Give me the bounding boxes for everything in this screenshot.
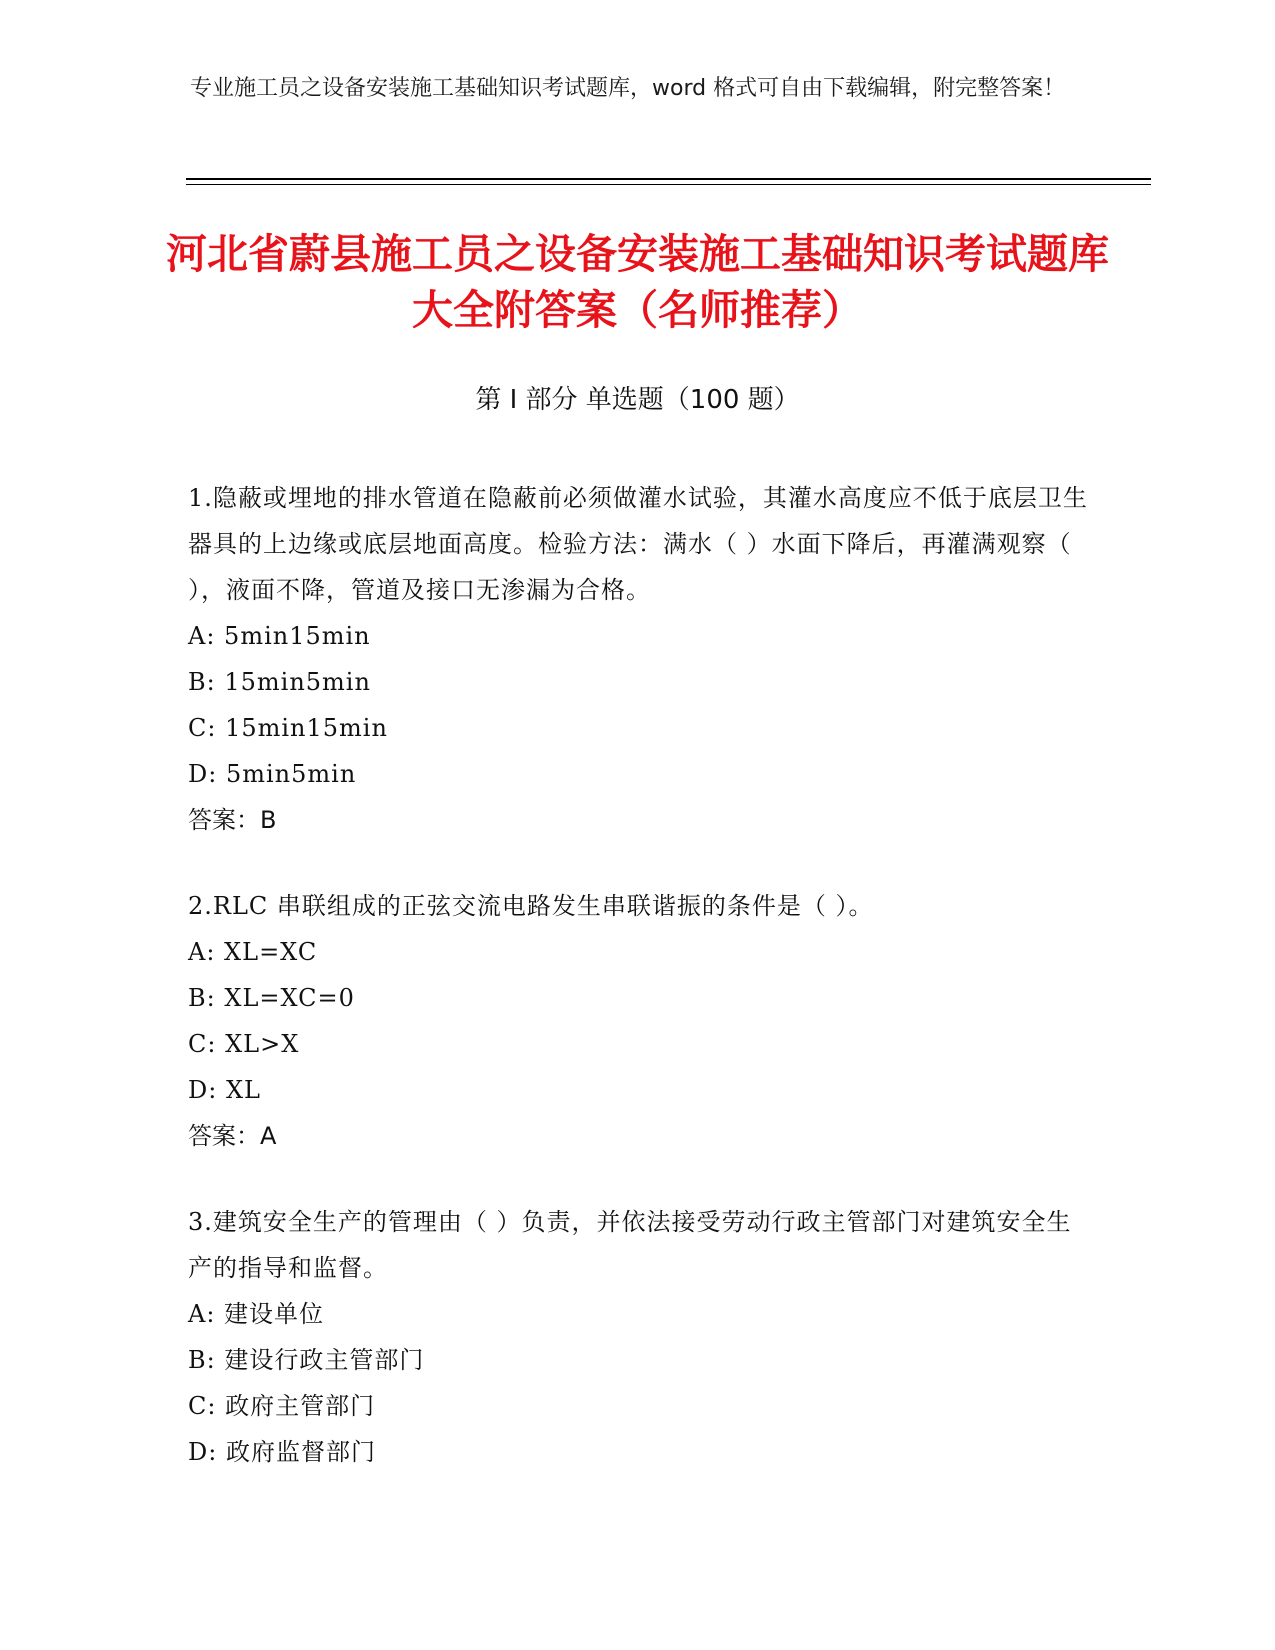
option-c: C: 15min15min	[188, 714, 388, 742]
option-b: B: 15min5min	[188, 668, 371, 696]
header-divider-thin	[186, 184, 1151, 185]
header-divider	[186, 178, 1151, 180]
option-d: D: XL	[188, 1076, 261, 1104]
question-stem: 3.建筑安全生产的管理由（ ）负责，并依法接受劳动行政主管部门对建筑安全生产的指导和监督。	[188, 1208, 1072, 1282]
option-a: A: 5min15min	[188, 622, 371, 650]
answer: 答案：B	[188, 806, 277, 834]
option-a: A: 建设单位	[188, 1300, 325, 1328]
option-d: D: 5min5min	[188, 760, 357, 788]
question-3	[188, 1199, 1088, 1475]
header-note: 专业施工员之设备安装施工基础知识考试题库，word 格式可自由下载编辑，附完整答案！	[190, 76, 1066, 101]
option-a: A: XL=XC	[188, 938, 318, 966]
question-stem: 2.RLC 串联组成的正弦交流电路发生串联谐振的条件是（ ）。	[188, 892, 874, 920]
question-list	[188, 475, 1088, 1515]
option-d: D: 政府监督部门	[188, 1438, 376, 1466]
option-c: C: 政府主管部门	[188, 1392, 376, 1420]
question-stem: 1.隐蔽或埋地的排水管道在隐蔽前必须做灌水试验，其灌水高度应不低于底层卫生器具的上边缘或底层地面高度。检验方法：满水（ ）水面下降后，再灌满观察（ ），液面不降，管道及接口无渗漏为合格。	[188, 484, 1088, 604]
option-c: C: XL>X	[188, 1030, 300, 1058]
document-title: 河北省蔚县施工员之设备安装施工基础知识考试题库大全附答案（名师推荐）	[166, 230, 1109, 334]
section-title: 第 I 部分 单选题（100 题）	[475, 385, 800, 415]
question-2	[188, 883, 1088, 1159]
question-1	[188, 475, 1088, 843]
option-b: B: 建设行政主管部门	[188, 1346, 425, 1374]
option-b: B: XL=XC=0	[188, 984, 355, 1012]
answer: 答案：A	[188, 1122, 277, 1150]
